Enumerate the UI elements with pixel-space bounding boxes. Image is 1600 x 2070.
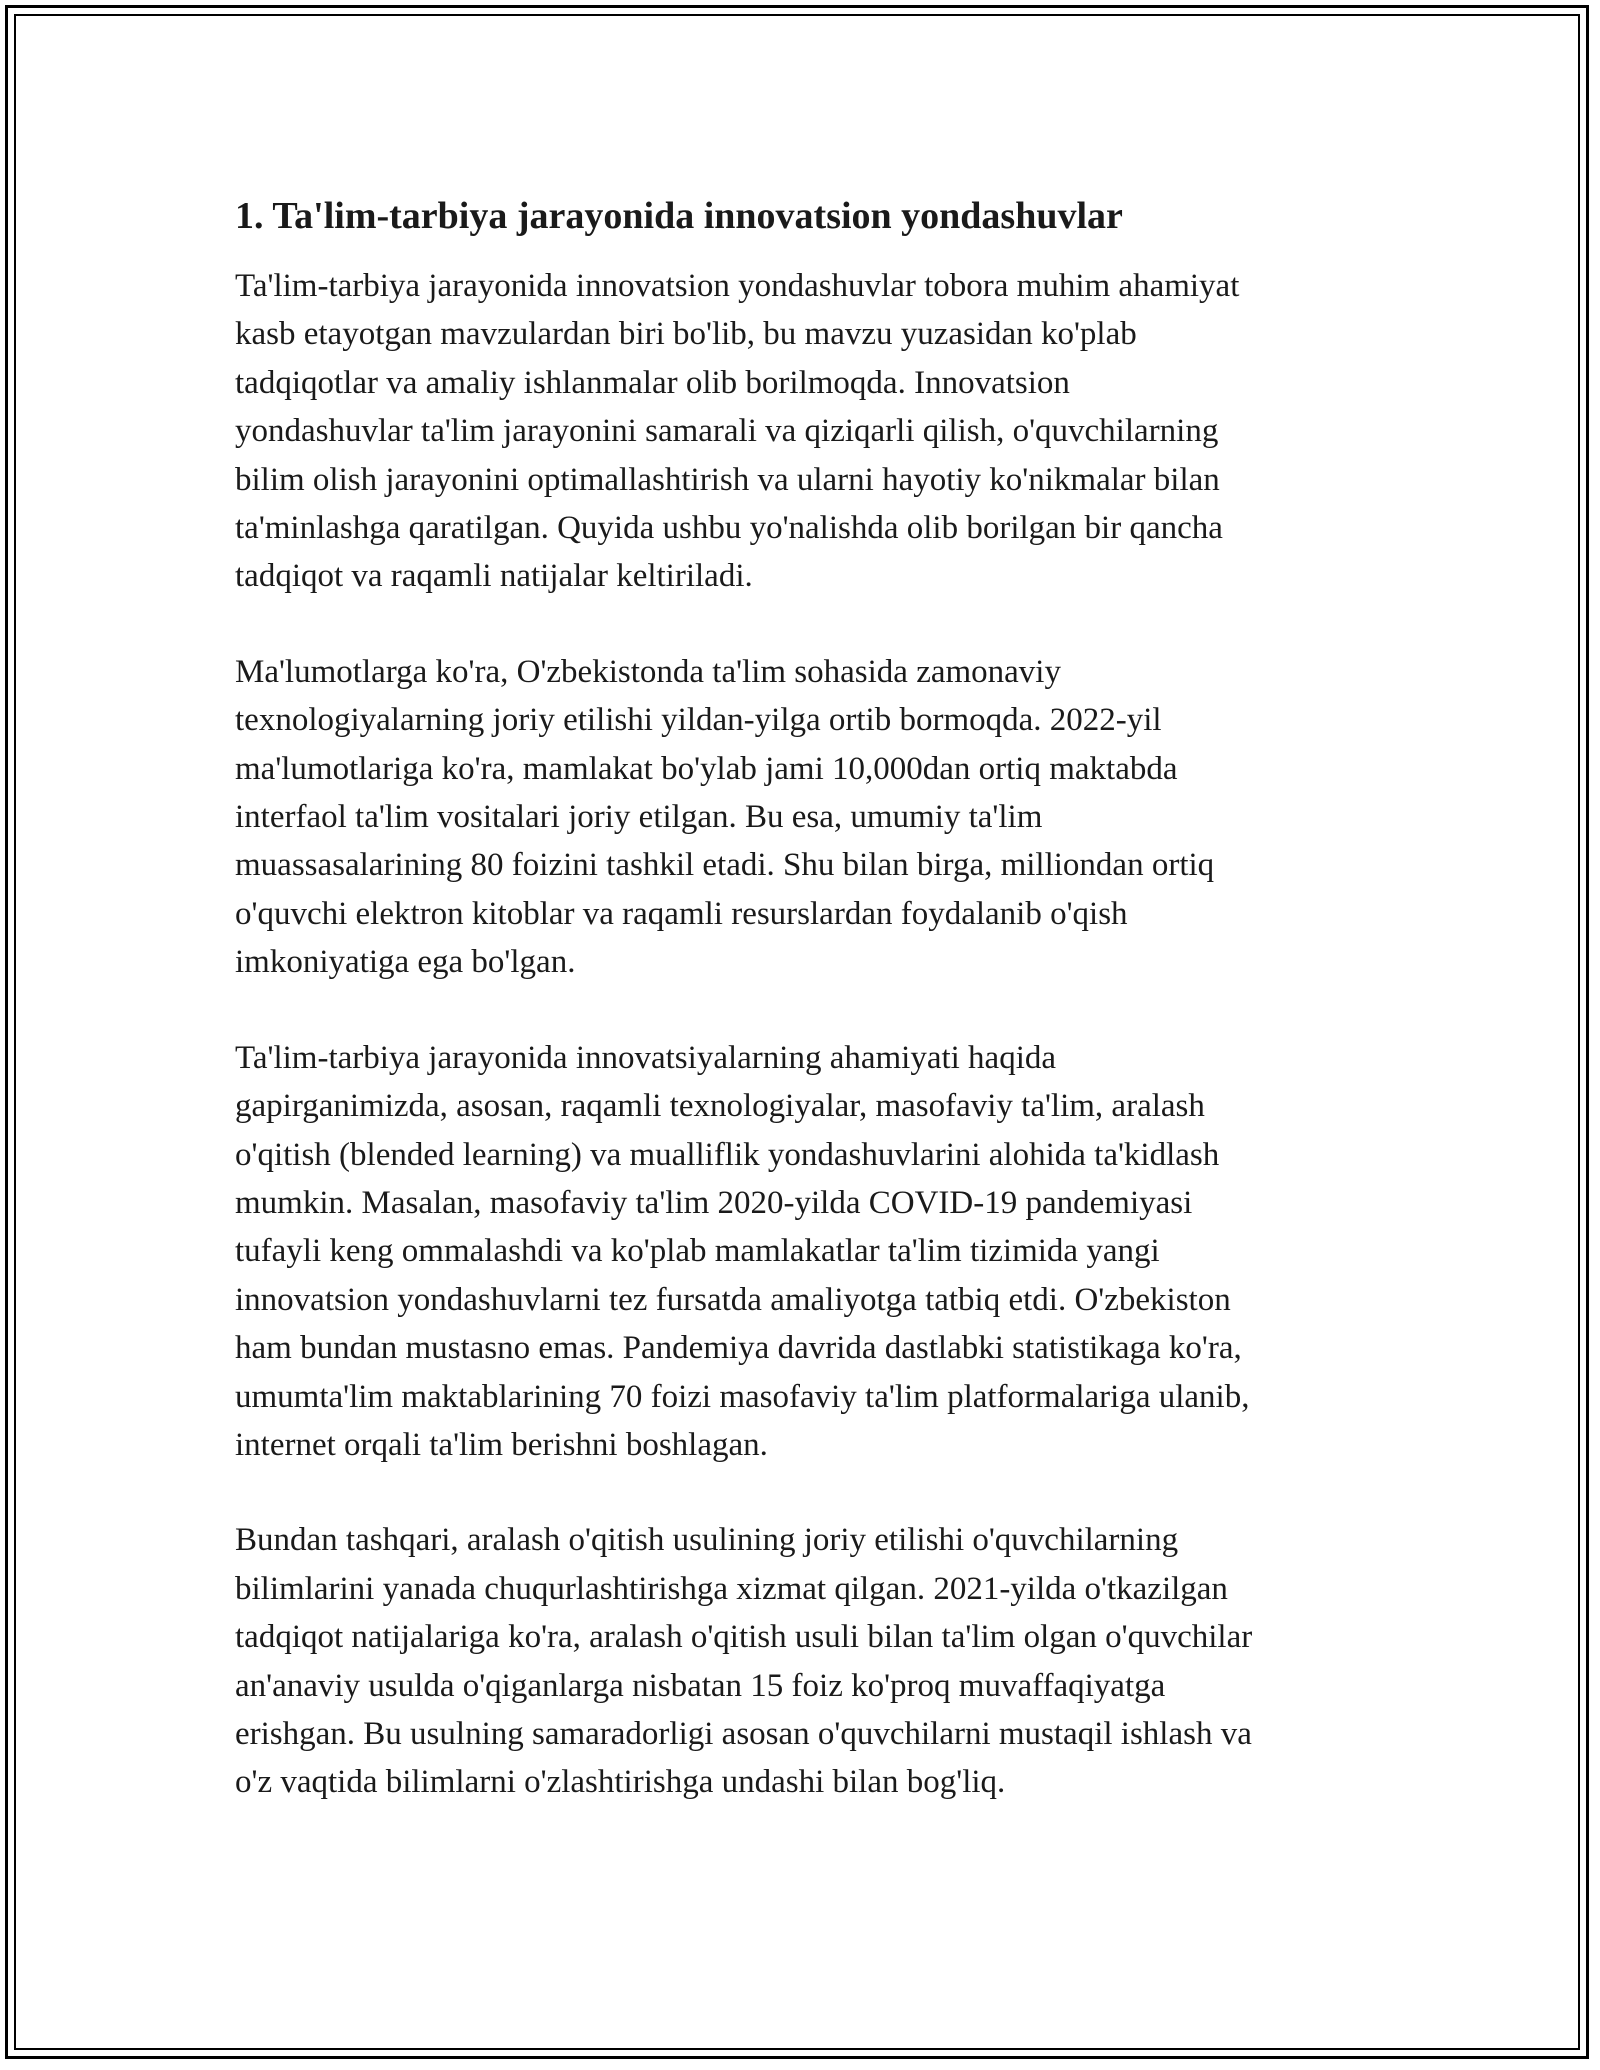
paragraph-blended-learning: Bundan tashqari, aralash o'qitish usulining joriy etilishi o'quvchilarning bilimlarini yanada chuqurlashtirishga xizmat qilgan. 2021-yilda o'tkazilgan tadqiqot natijalariga ko'ra, aralash o'qitish usuli bilan ta'lim olgan o'quvchilar an'anaviy usulda o'qiganlarga nisbatan 15 foiz ko'proq muvaffaqiyatga erishgan. Bu usulning samaradorligi asosan o'quvchilarni mustaqil ishlash va o'z vaqtida bilimlarni o'zlashtirishga undashi bilan bog'liq. <box>235 1522 1253 1801</box>
paragraph-innovations: Ta'lim-tarbiya jarayonida innovatsiyalarning ahamiyati haqida gapirganimizda, asosan, raqamli texnologiyalar, masofaviy ta'lim, aralash o'qitish (blended learning) va mualliflik yondashuvlarini alohida ta'kidlash mumkin. Masalan, masofaviy ta'lim 2020-yilda COVID-19 pandemiyasi tufayli keng ommalashdi va ko'plab mamlakatlar ta'lim tizimida yangi innovatsion yondashuvlarni tez fursatda amaliyotga tatbiq etdi. O'zbekiston ham bundan mustasno emas. Pandemiya davrida dastlabki statistikaga ko'ra, umumta'lim maktablarining 70 foizi masofaviy ta'lim platformalariga ulanib, internet orqali ta'lim berishni boshlagan. <box>235 1039 1250 1463</box>
paragraph-statistics: Ma'lumotlarga ko'ra, O'zbekistonda ta'lim sohasida zamonaviy texnologiyalarning joriy etilishi yildan-yilga ortib bormoqda. 2022-yil ma'lumotlariga ko'ra, mamlakat bo'ylab jami 10,000dan ortiq maktabda interfaol ta'lim vositalari joriy etilgan. Bu esa, umumiy ta'lim muassasalarining 80 foizini tashkil etadi. Shu bilan birga, milliondan ortiq o'quvchi elektron kitoblar va raqamli resurslardan foydalanib o'qish imkoniyatiga ega bo'lgan. <box>235 653 1215 981</box>
paragraph-intro: Ta'lim-tarbiya jarayonida innovatsion yondashuvlar tobora muhim ahamiyat kasb etayotgan mavzulardan biri bo'lib, bu mavzu yuzasidan ko'plab tadqiqotlar va amaliy ishlanmalar olib borilmoqda. Innovatsion yondashuvlar ta'lim jarayonini samarali va qiziqarli qilish, o'quvchilarning bilim olish jarayonini optimallashtirish va ularni hayotiy ko'nikmalar bilan ta'minlashga qaratilgan. Quyida ushbu yo'nalishda olib borilgan bir qancha tadqiqot va raqamli natijalar keltiriladi. <box>235 268 1240 595</box>
document-body <box>235 186 1375 1807</box>
section-heading: 1. Ta'lim-tarbiya jarayonida innovatsion yondashuvlar <box>235 195 1123 237</box>
